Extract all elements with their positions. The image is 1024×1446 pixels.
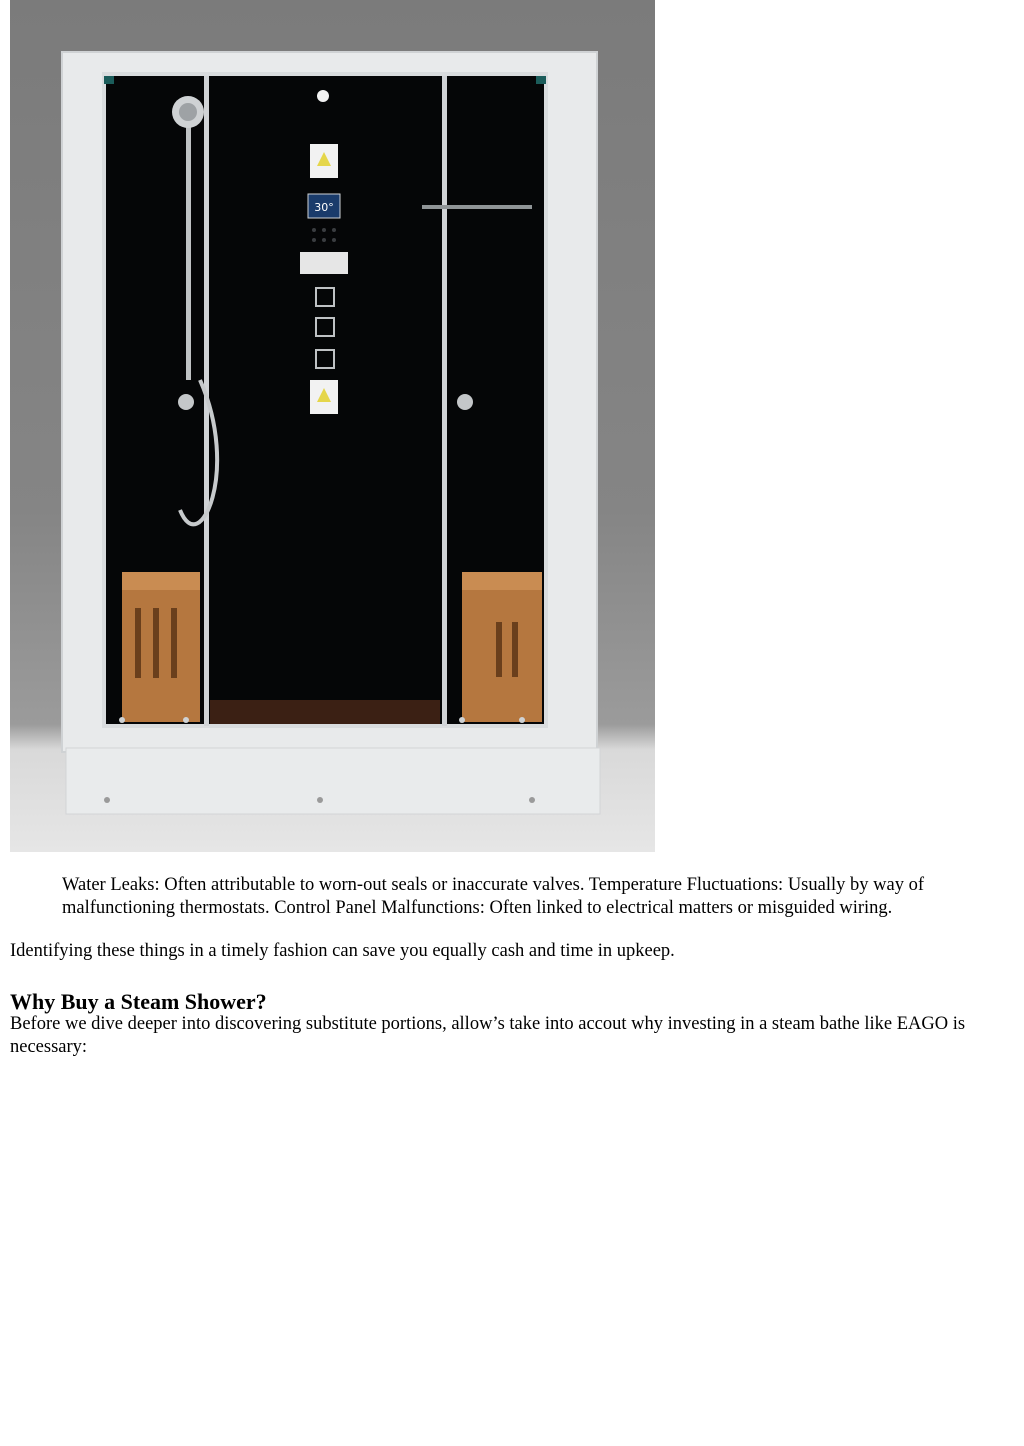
section-heading: Why Buy a Steam Shower? — [10, 989, 267, 1014]
control-temp-display: 30° — [314, 201, 334, 214]
paragraph-before-we-dive: Before we dive deeper into discovering substitute portions, allow’s take into accout why investing in a steam bathe like EAGO is necessary: — [10, 1014, 966, 1057]
steam-shower-photo — [10, 0, 655, 852]
paragraph-identifying: Identifying these things in a timely fashion can save you equally cash and time in upkeep. — [10, 941, 675, 961]
issues-list-text: Water Leaks: Often attributable to worn-out seals or inaccurate valves. Temperature Fluctuations: Usually by way of malfunctioning thermostats. Control Panel Malfunctions: Often linked to electrical matters or misguided wiring. — [62, 875, 924, 918]
